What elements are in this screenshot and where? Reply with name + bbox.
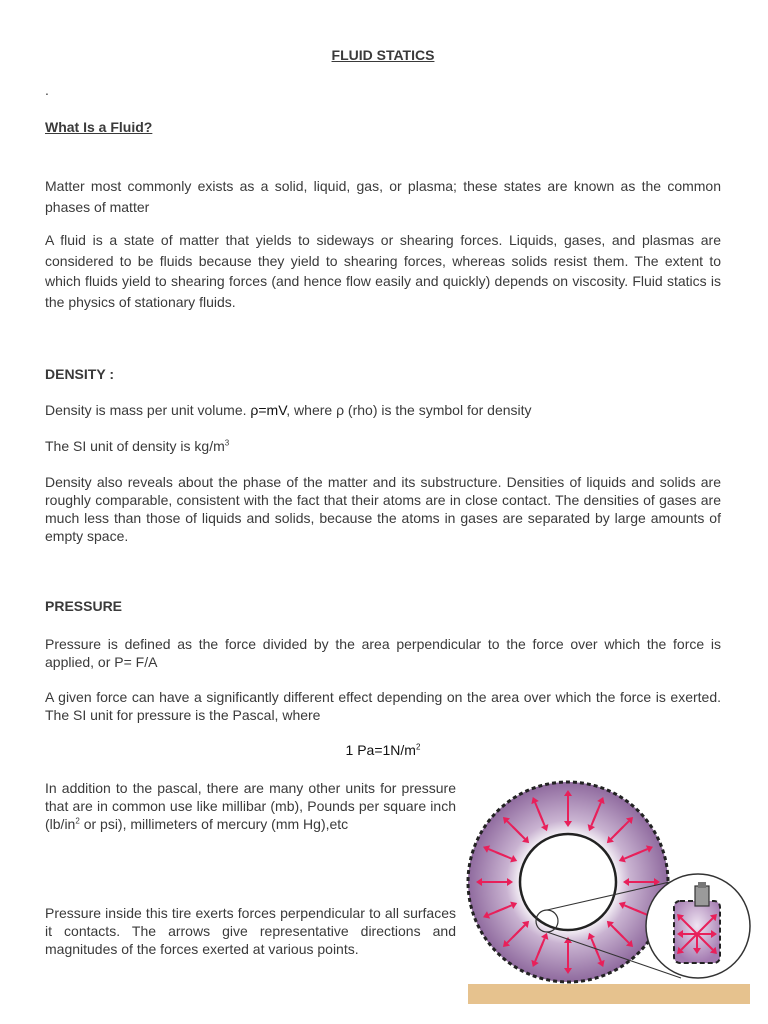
pressure-units-paragraph — [45, 779, 456, 833]
density-si-text: The SI unit of density is kg/m — [45, 438, 225, 454]
pressure-units-tail: or psi), millimeters of mercury (mm Hg),etc — [79, 816, 349, 832]
density-si-unit — [45, 436, 721, 457]
density-si-exponent: 3 — [224, 438, 230, 448]
pressure-units-text: In addition to the pascal, there are many other units for pressure that are in common use like millibar (mb), Pounds per square inch (lb/in — [45, 780, 456, 832]
pressure-units-exponent: 2 — [75, 816, 80, 826]
fluid-paragraph-1: Matter most commonly exists as a solid, liquid, gas, or plasma; these states are known as the common phases of matter — [45, 178, 721, 215]
density-definition-tail: , where ρ (rho) is the symbol for density — [286, 402, 532, 418]
tire-pressure-illustration — [466, 778, 751, 1006]
fluid-heading: What Is a Fluid? — [45, 119, 153, 135]
density-definition — [45, 400, 721, 421]
density-paragraph-3: Density also reveals about the phase of the matter and its substructure. Densities of liquids and solids are roughly comparable, consistent with the fact that their atoms are in close contact. The densities of gases are much less than those of liquids and solids, because the atoms in gases are separated by large amounts of empty space. — [45, 474, 721, 544]
stray-dot: . — [45, 82, 49, 98]
density-formula: ρ=mV — [250, 402, 287, 418]
tire-caption: Pressure inside this tire exerts forces perpendicular to all surfaces it contacts. The arrows give representative directions and magnitudes of the forces exerted at various points. — [45, 905, 456, 957]
pascal-formula-text: 1 Pa=1N/m — [345, 742, 416, 758]
fluid-paragraph-2: A fluid is a state of matter that yields to sideways or shearing forces. Liquids, gases, and plasmas are considered to be fluids because they yield to shearing forces, whereas solids resist them. The extent to which fluids yield to shearing forces (and hence flow easily and quickly) depends on viscosity. Fluid statics is the physics of stationary fluids. — [45, 232, 721, 310]
pressure-heading: PRESSURE — [45, 598, 123, 614]
ground-strip — [468, 984, 750, 1004]
pascal-exponent: 2 — [415, 742, 421, 752]
page-title: FLUID STATICS — [331, 47, 435, 63]
density-definition-text: Density is mass per unit volume. — [45, 402, 251, 418]
density-heading: DENSITY : — [45, 366, 114, 382]
pressure-paragraph-1: Pressure is defined as the force divided by the area perpendicular to the force over which the force is applied, or P= F/A — [45, 636, 721, 670]
tire-rim — [520, 834, 616, 930]
pascal-formula — [45, 742, 721, 758]
pressure-paragraph-2: A given force can have a significantly different effect depending on the area over which the force is exerted. The SI unit for pressure is the Pascal, where — [45, 689, 721, 723]
